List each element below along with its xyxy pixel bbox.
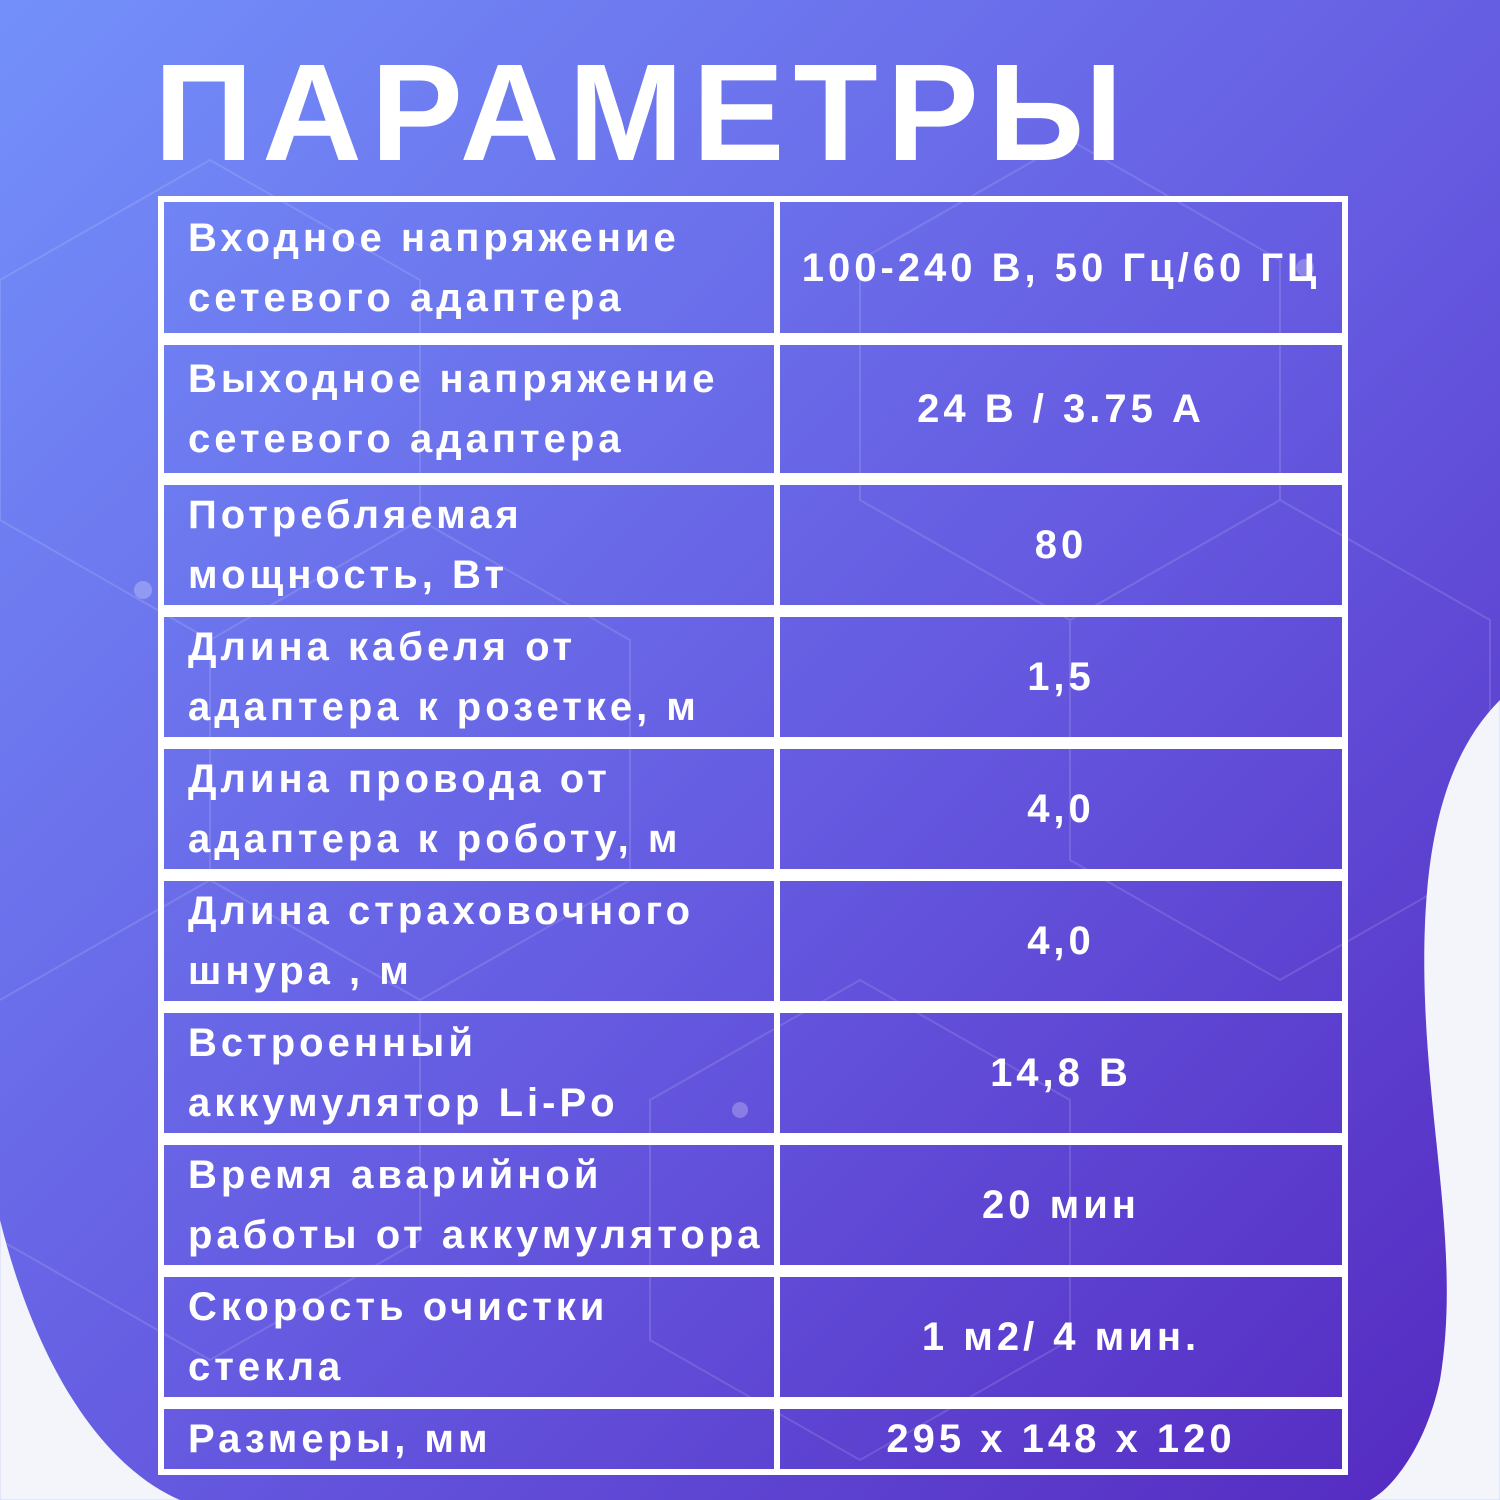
spec-parameter: Длина страховочного шнура , м — [161, 872, 777, 1004]
spec-value: 4,0 — [777, 872, 1345, 1004]
spec-value: 295 х 148 х 120 — [777, 1400, 1345, 1472]
spec-parameter: Длина провода от адаптера к роботу, м — [161, 740, 777, 872]
table-row — [161, 608, 1345, 740]
spec-parameter: Потребляемая мощность, Вт — [161, 476, 777, 608]
table-row — [161, 199, 1345, 336]
spec-parameter: Встроенный аккумулятор Li-Po — [161, 1004, 777, 1136]
spec-parameter: Входное напряжение сетевого адаптера — [161, 199, 777, 336]
spec-parameter: Выходное напряжение сетевого адаптера — [161, 336, 777, 476]
table-row — [161, 476, 1345, 608]
table-row — [161, 1400, 1345, 1472]
spec-value: 24 В / 3.75 А — [777, 336, 1345, 476]
spec-value: 1 м2/ 4 мин. — [777, 1268, 1345, 1400]
table-row — [161, 1268, 1345, 1400]
spec-value: 4,0 — [777, 740, 1345, 872]
table-row — [161, 740, 1345, 872]
spec-value: 100-240 В, 50 Гц/60 ГЦ — [777, 199, 1345, 336]
spec-parameter: Длина кабеля от адаптера к розетке, м — [161, 608, 777, 740]
spec-parameter: Размеры, мм — [161, 1400, 777, 1472]
page-title: ПАРАМЕТРЫ — [154, 36, 1132, 190]
table-row — [161, 872, 1345, 1004]
spec-value: 14,8 В — [777, 1004, 1345, 1136]
spec-value: 1,5 — [777, 608, 1345, 740]
specs-table — [158, 196, 1348, 1475]
spec-value: 20 мин — [777, 1136, 1345, 1268]
table-row — [161, 1004, 1345, 1136]
table-row — [161, 336, 1345, 476]
table-row — [161, 1136, 1345, 1268]
spec-parameter: Время аварийной работы от аккумулятора — [161, 1136, 777, 1268]
spec-parameter: Скорость очистки стекла — [161, 1268, 777, 1400]
spec-value: 80 — [777, 476, 1345, 608]
